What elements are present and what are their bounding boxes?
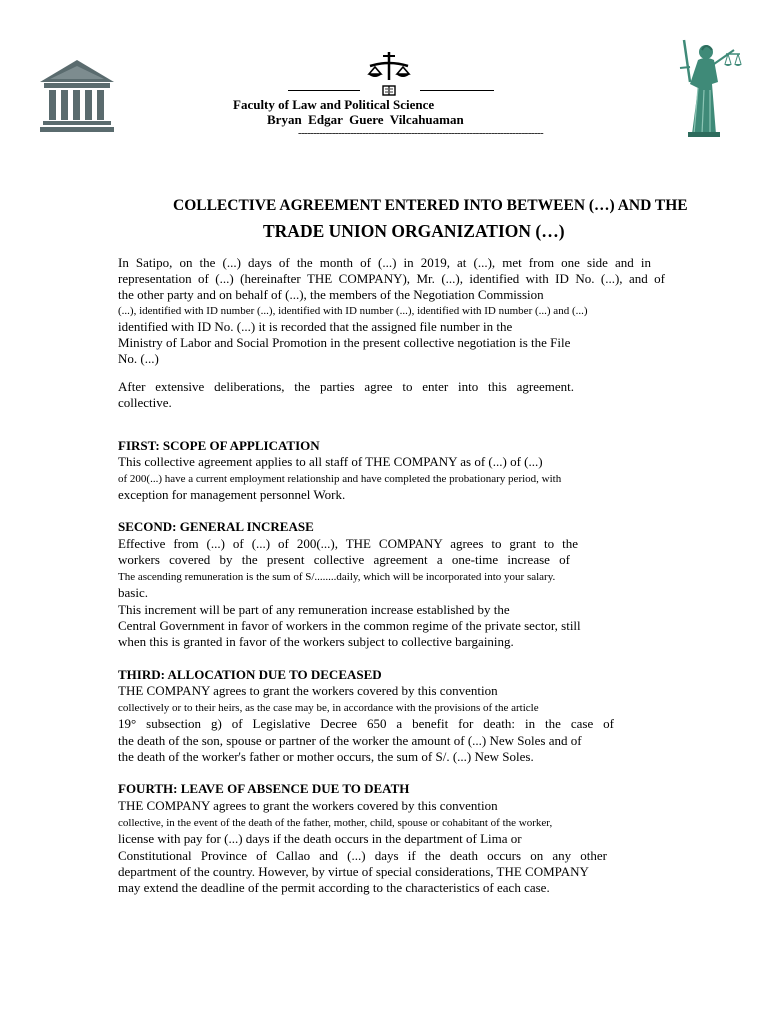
header-dash-rule: -------------------------------------------------------------------------------- bbox=[298, 127, 544, 139]
third-line: THE COMPANY agrees to grant the workers covered by this convention bbox=[118, 683, 498, 698]
deliberations-line: collective. bbox=[118, 395, 172, 410]
lady-justice-icon bbox=[672, 38, 744, 138]
deliberations-line: After extensive deliberations, the parties agree to enter into this agreement. bbox=[118, 379, 574, 394]
intro-line: In Satipo, on the (...) days of the month of (...) in 2019, at (...), met from one side and in bbox=[118, 255, 651, 270]
second-line: The ascending remuneration is the sum of S/........daily, which will be incorporated into your salary. bbox=[118, 571, 556, 583]
fourth-line: department of the country. However, by virtue of special considerations, THE COMPANY bbox=[118, 864, 589, 879]
second-line: basic. bbox=[118, 585, 148, 600]
second-line: Effective from (...) of (...) of 200(...), THE COMPANY agrees to grant to the bbox=[118, 536, 578, 551]
faculty-name: Faculty of Law and Political Science bbox=[233, 97, 435, 112]
section-heading-third: THIRD: ALLOCATION DUE TO DECEASED bbox=[118, 667, 382, 682]
fourth-line: collective, in the event of the death of the father, mother, child, spouse or cohabitant of the worker, bbox=[118, 817, 553, 829]
fourth-line: Constitutional Province of Callao and (...) days if the death occurs on any other bbox=[118, 848, 607, 863]
fourth-line: THE COMPANY agrees to grant the workers covered by this convention bbox=[118, 798, 498, 813]
third-line: the death of the son, spouse or partner of the worker the amount of (...) New Soles and of bbox=[118, 733, 582, 748]
second-line: This increment will be part of any remuneration increase established by the bbox=[118, 602, 510, 617]
intro-line: No. (...) bbox=[118, 351, 159, 366]
scales-book-emblem-icon bbox=[366, 50, 412, 98]
section-heading-second: SECOND: GENERAL INCREASE bbox=[118, 519, 314, 534]
intro-line: (...), identified with ID number (...), identified with ID number (...), identified with ID number (...) and (...) bbox=[118, 305, 588, 317]
fourth-line: may extend the deadline of the permit according to the characteristics of each case. bbox=[118, 880, 550, 895]
document-title-line1: COLLECTIVE AGREEMENT ENTERED INTO BETWEEN (…) AND THE bbox=[173, 197, 688, 214]
first-line: exception for management personnel Work. bbox=[118, 487, 346, 502]
section-heading-fourth: FOURTH: LEAVE OF ABSENCE DUE TO DEATH bbox=[118, 781, 410, 796]
fourth-line: license with pay for (...) days if the death occurs in the department of Lima or bbox=[118, 831, 522, 846]
first-line: This collective agreement applies to all staff of THE COMPANY as of (...) of (...) bbox=[118, 454, 543, 469]
second-line: workers covered by the present collective agreement a one-time increase of bbox=[118, 552, 570, 567]
third-line: collectively or to their heirs, as the case may be, in accordance with the provisions of the article bbox=[118, 702, 539, 714]
second-line: Central Government in favor of workers in the common regime of the private sector, still bbox=[118, 618, 581, 633]
section-heading-first: FIRST: SCOPE OF APPLICATION bbox=[118, 438, 320, 453]
second-line: when this is granted in favor of the workers subject to collective bargaining. bbox=[118, 634, 514, 649]
header-rule-left bbox=[288, 90, 360, 91]
document-title-line2: TRADE UNION ORGANIZATION (…) bbox=[263, 221, 565, 241]
third-line: 19° subsection g) of Legislative Decree 650 a benefit for death: in the case of bbox=[118, 716, 614, 731]
courthouse-icon bbox=[38, 58, 116, 134]
intro-line: the other party and on behalf of (...), the members of the Negotiation Commission bbox=[118, 287, 544, 302]
intro-line: identified with ID No. (...) it is recorded that the assigned file number in the bbox=[118, 319, 513, 334]
intro-line: representation of (...) (hereinafter THE COMPANY), Mr. (...), identified with ID No. (...), and of bbox=[118, 271, 665, 286]
author-name: Bryan Edgar Guere Vilcahuaman bbox=[267, 112, 464, 127]
first-line: of 200(...) have a current employment relationship and have completed the probationary period, with bbox=[118, 473, 562, 485]
intro-line: Ministry of Labor and Social Promotion in the present collective negotiation is the File bbox=[118, 335, 571, 350]
third-line: the death of the worker's father or mother occurs, the sum of S/. (...) New Soles. bbox=[118, 749, 534, 764]
header-rule-right bbox=[420, 90, 494, 91]
